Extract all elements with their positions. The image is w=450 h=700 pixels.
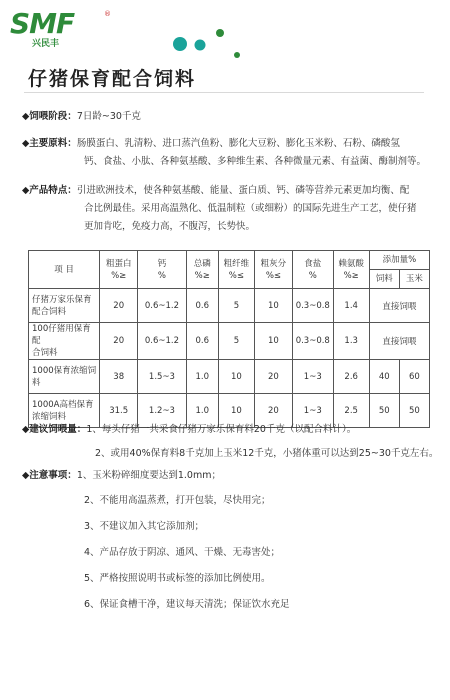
period-section xyxy=(22,108,141,126)
cell-protein: 20 xyxy=(100,289,138,323)
ingredients-label: ◆主要原料： xyxy=(22,138,77,149)
header-fiber: 粗纤维 %≤ xyxy=(218,251,254,289)
notes-item-3: 3、不建议加入其它添加剂； xyxy=(84,521,205,532)
logo-mark: SMF xyxy=(10,7,75,40)
ingredients-line2: 钙、食盐、小肽、各种氨基酸、多种维生素、各种微量元素、有益菌、酶制剂等。 xyxy=(84,156,427,167)
notes-section xyxy=(22,468,221,484)
feeding-line1: 1、每头仔猪一共采食仔猪万家乐保育料20千克（以配合料计）。 xyxy=(86,424,357,435)
cell-calcium: 0.6~1.2 xyxy=(138,289,186,323)
period-value: 7日龄~30千克 xyxy=(76,111,141,122)
cell-feed: 50 xyxy=(369,394,399,428)
cell-salt: 1~3 xyxy=(292,394,333,428)
feeding-label: ◆建议饲喂量： xyxy=(22,424,87,435)
row-name: 仔猪万家乐保育 配合饲料 xyxy=(29,289,100,323)
cell-phosphorus: 1.0 xyxy=(186,360,218,394)
cell-calcium: 1.5~3 xyxy=(138,360,186,394)
decorative-dots xyxy=(145,20,255,70)
dot-large xyxy=(173,37,187,51)
dot-tiny xyxy=(234,52,240,58)
notes-item-1: 1、玉米粉碎细度要达到1.0mm； xyxy=(76,470,221,481)
page-title: 仔猪保育配合饲料 xyxy=(28,68,197,90)
header-feed: 饲料 xyxy=(369,270,399,289)
cell-phosphorus: 1.0 xyxy=(186,394,218,428)
feeding-section xyxy=(22,422,356,438)
header-phosphorus: 总磷 %≥ xyxy=(186,251,218,289)
cell-fiber: 10 xyxy=(218,360,254,394)
notes-item-2: 2、不能用高温蒸煮，打开包装，尽快用完； xyxy=(84,495,271,506)
cell-protein: 20 xyxy=(100,323,138,360)
cell-lysine: 2.6 xyxy=(333,360,369,394)
row-name: 1000A高档保育 浓缩饲料 xyxy=(29,394,100,428)
header-item: 项 目 xyxy=(29,251,100,289)
ingredients-section xyxy=(22,135,437,171)
feeding-line2: 2、或用40%保育料8千克加上玉米12千克，小猪体重可以达到25~30千克左右。 xyxy=(95,448,439,459)
notes-item-4: 4、产品存放于阴凉、通风、干燥、无毒害处； xyxy=(84,547,281,558)
registered-mark: ® xyxy=(104,10,111,18)
cell-addition: 直接饲喂 xyxy=(369,323,429,360)
notes-item-5: 5、严格按照说明书或标签的添加比例使用。 xyxy=(84,573,271,584)
cell-ash: 20 xyxy=(254,394,292,428)
cell-lysine: 1.4 xyxy=(333,289,369,323)
header-calcium: 钙 % xyxy=(138,251,186,289)
header-lysine: 赖氨酸 %≥ xyxy=(333,251,369,289)
cell-corn: 50 xyxy=(399,394,429,428)
cell-lysine: 2.5 xyxy=(333,394,369,428)
features-section xyxy=(22,182,437,236)
row-name: 1000保育浓缩饲 料 xyxy=(29,360,100,394)
notes-label: ◆注意事项： xyxy=(22,470,77,481)
header-ash: 粗灰分 %≤ xyxy=(254,251,292,289)
nutrition-table xyxy=(28,250,430,428)
cell-addition: 直接饲喂 xyxy=(369,289,429,323)
cell-calcium: 1.2~3 xyxy=(138,394,186,428)
cell-fiber: 5 xyxy=(218,289,254,323)
cell-feed: 40 xyxy=(369,360,399,394)
cell-corn: 60 xyxy=(399,360,429,394)
features-line3: 更加肯吃，免疫力高，不腹泻，长势快。 xyxy=(84,221,256,232)
cell-lysine: 1.3 xyxy=(333,323,369,360)
logo-subtitle: 兴民丰 xyxy=(32,39,60,49)
cell-salt: 1~3 xyxy=(292,360,333,394)
notes-item-6: 6、保证食槽干净，建议每天清洗；保证饮水充足 xyxy=(84,599,290,610)
header-corn: 玉米 xyxy=(399,270,429,289)
row-name: 100仔猪用保育配 合饲料 xyxy=(29,323,100,360)
cell-ash: 10 xyxy=(254,323,292,360)
table-row xyxy=(29,323,430,360)
features-label: ◆产品特点： xyxy=(22,185,77,196)
table-header-row xyxy=(29,251,430,270)
table-row xyxy=(29,289,430,323)
cell-fiber: 5 xyxy=(218,323,254,360)
cell-fiber: 10 xyxy=(218,394,254,428)
dot-medium xyxy=(195,40,206,51)
features-line1: 引进欧洲技术，使各种氨基酸、能量、蛋白质、钙、磷等营养元素更加均衡、配 xyxy=(76,185,410,196)
cell-phosphorus: 0.6 xyxy=(186,323,218,360)
dot-small xyxy=(216,29,224,37)
cell-salt: 0.3~0.8 xyxy=(292,289,333,323)
period-label: ◆饲喂阶段： xyxy=(22,111,77,122)
cell-protein: 38 xyxy=(100,360,138,394)
brand-logo xyxy=(10,7,120,49)
header-salt: 食盐 % xyxy=(292,251,333,289)
features-line2: 合比例最佳。采用高温熟化、低温制粒（或细粉）的国际先进生产工艺，使仔猪 xyxy=(84,203,417,214)
cell-ash: 10 xyxy=(254,289,292,323)
header-protein: 粗蛋白 %≥ xyxy=(100,251,138,289)
table-row xyxy=(29,360,430,394)
cell-ash: 20 xyxy=(254,360,292,394)
cell-calcium: 0.6~1.2 xyxy=(138,323,186,360)
cell-phosphorus: 0.6 xyxy=(186,289,218,323)
cell-protein: 31.5 xyxy=(100,394,138,428)
ingredients-line1: 肠膜蛋白、乳清粉、进口蒸汽鱼粉、膨化大豆粉、膨化玉米粉、石粉、磷酸氢 xyxy=(76,138,400,149)
title-divider xyxy=(24,92,424,93)
cell-salt: 0.3~0.8 xyxy=(292,323,333,360)
header-addition: 添加量% xyxy=(369,251,429,270)
